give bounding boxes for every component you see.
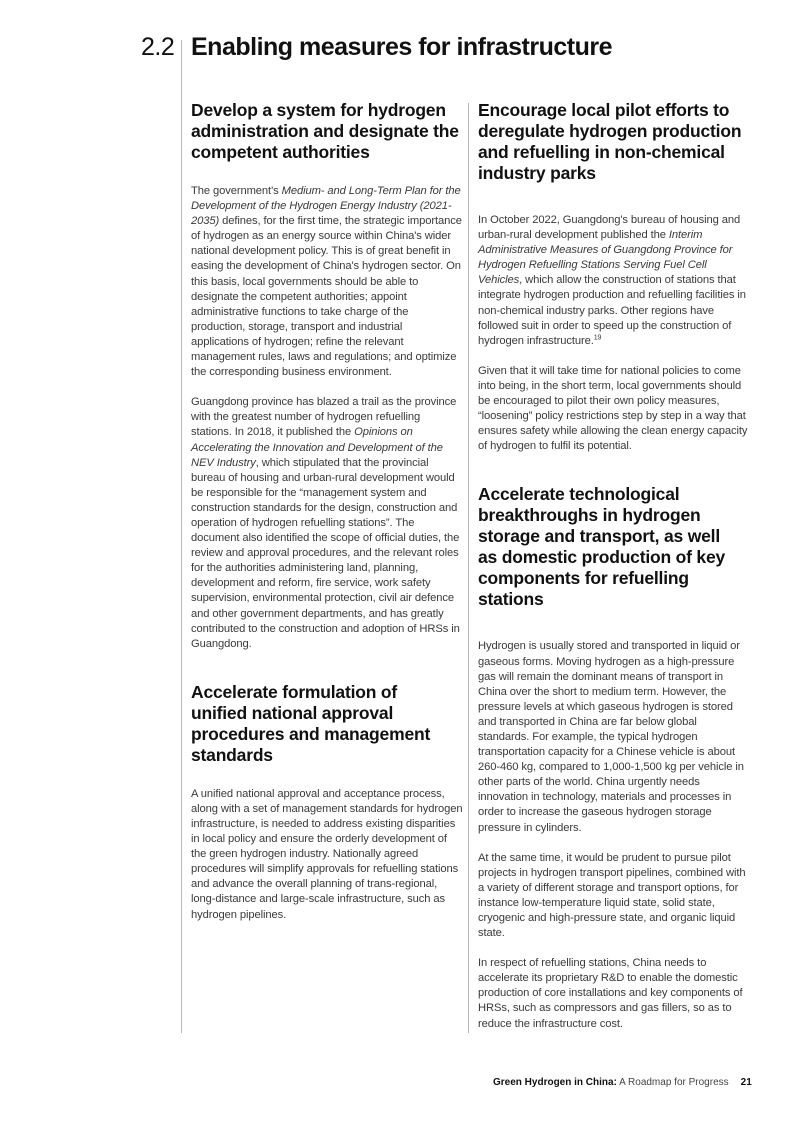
paragraph: The government's Medium- and Long-Term Plan for the Development of the Hydrogen Energy Industry (2021-2035) defines, for the first time, the strategic importance of hydrogen as an energy source within China's wider national development policy. This is of great benefit in easing the development of China's hydrogen sector. On this basis, local governments should be able to designate the competent authorities; appoint administrative functions to take charge of the production, storage, transport and industrial applications of hydrogen; refine the relevant management rules, laws and regulations; and optimize the corresponding business environment. <box>191 185 462 379</box>
paragraph: At the same time, it would be prudent to pursue pilot projects in hydrogen transport pipelines, combined with a variety of different storage and transport options, for instance low-temperature liquid state, solid state, cryogenic and high-pressure state, and organic liquid state. <box>478 851 746 940</box>
footnote-reference: 19 <box>593 334 602 342</box>
paragraph: Given that it will take time for national policies to come into being, in the short term, local governments should be encouraged to pilot their own policy measures, “loosening” policy restrictions step by step in a way that ensures safety while allowing the clean energy capacity of hydrogen to fulfil its potential. <box>478 364 748 453</box>
page-footer <box>493 1077 752 1089</box>
paragraph: Hydrogen is usually stored and transported in liquid or gaseous forms. Moving hydrogen as a high-pressure gas will remain the dominant means of transport in China over the short to medium term. However, the pressure levels at which gaseous hydrogen is stored and transported in China are far below global standards. For example, the typical hydrogen transportation capacity for a Chinese vehicle is about 260-460 kg, compared to 1,000-1,500 kg per vehicle in other parts of the world. China urgently needs innovation in technology, materials and processes in order to increase the gaseous hydrogen storage pressure in cylinders. <box>478 640 744 834</box>
subheading-local-pilot-efforts: Encourage local pilot efforts to deregulate hydrogen production and refuelling in non-chemical industry parks <box>478 100 742 183</box>
column-divider-line <box>468 103 469 1033</box>
left-divider-line <box>181 40 182 1033</box>
paragraph: A unified national approval and acceptance process, along with a set of management standards for hydrogen infrastructure, is needed to address existing disparities in local policy and ensure the orderly development of the green hydrogen industry. Nationally agreed procedures will simplify approvals for refuelling stations and advance the overall planning of trans-regional, long-distance and large-scale infrastructure, such as hydrogen pipelines. <box>191 787 463 921</box>
section-number: 2.2 <box>141 33 175 61</box>
page-number: 21 <box>740 1077 752 1088</box>
publication-title: Green Hydrogen in China: <box>493 1077 617 1088</box>
left-column <box>191 100 463 923</box>
subheading-unified-approval: Accelerate formulation of unified national approval procedures and management standards <box>191 681 431 765</box>
section-title: Enabling measures for infrastructure <box>191 33 613 61</box>
subheading-hydrogen-administration: Develop a system for hydrogen administration and designate the competent authorities <box>191 100 459 162</box>
subheading-technological-breakthroughs: Accelerate technological breakthroughs in hydrogen storage and transport, as well as domestic production of key components for refuelling stations <box>478 484 726 610</box>
paragraph: In respect of refuelling stations, China needs to accelerate its proprietary R&D to enable the domestic production of core installations and key components of HRSs, such as compressors and gas fillers, so as to reduce the infrastructure cost. <box>478 957 743 1030</box>
paragraph: In October 2022, Guangdong's bureau of housing and urban-rural development published the Interim Administrative Measures of Guangdong Province for Hydrogen Refuelling Stations Serving Fuel Cell Vehicles, which allow the construction of stations that integrate hydrogen production and refuelling facilities in non-chemical industry parks. Other regions have followed suit in order to speed up the construction of hydrogen infrastructure.$^{19}$ <box>478 214 746 347</box>
right-column <box>478 100 750 1032</box>
paragraph: Guangdong province has blazed a trail as the province with the greatest number of hydrogen refuelling stations. In 2018, it published the Opinions on Accelerating the Innovation and Development of the NEV Industry, which stipulated that the provincial bureau of housing and urban-rural development would be responsible for the “management system and construction standards for the design, construction and operation of hydrogen refuelling stations”. The document also identified the scope of official duties, the review and approval procedures, and the relevant roles for the authorities administering land, planning, development and reform, fire service, work safety supervision, environmental protection, civil air defence and other government departments, and has greatly contributed to the construction and adoption of HRSs in Guangdong. <box>191 396 460 650</box>
publication-subtitle: A Roadmap for Progress <box>616 1077 729 1088</box>
